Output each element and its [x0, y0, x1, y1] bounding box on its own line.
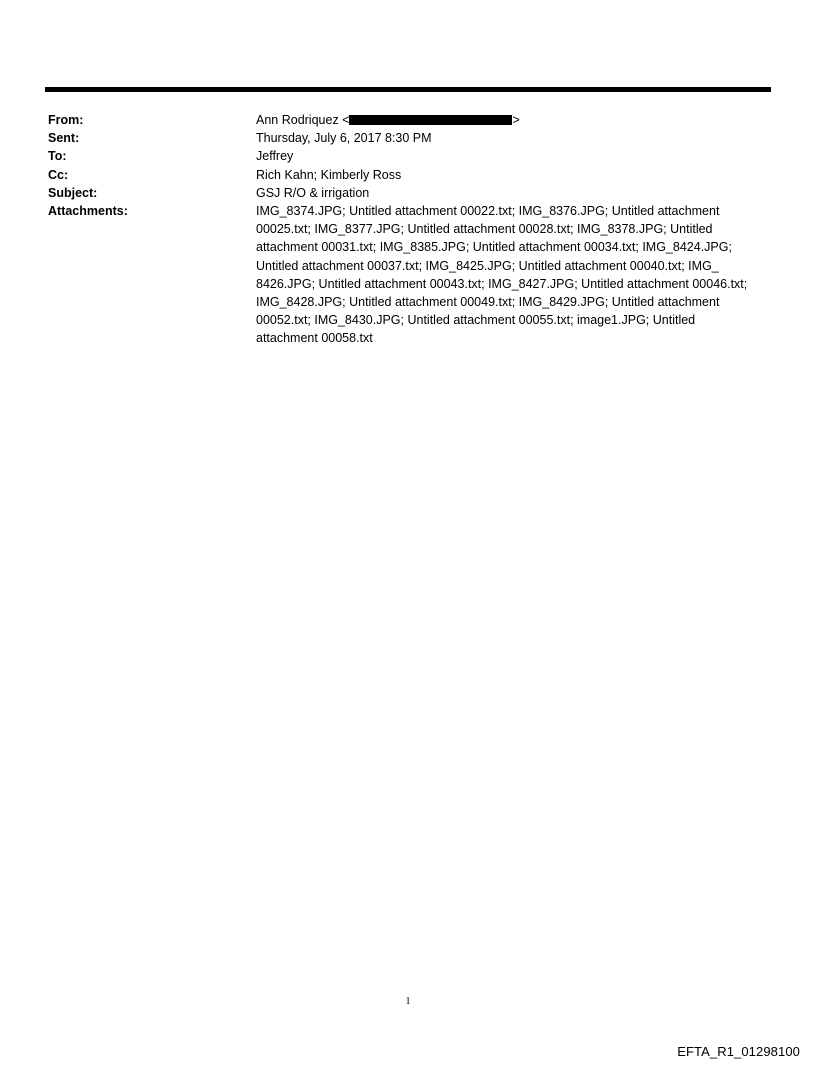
redaction-bar	[349, 115, 512, 125]
cc-value: Rich Kahn; Kimberly Ross	[256, 167, 402, 182]
attachments-list: IMG_8374.JPG; Untitled attachment 00022.txt; IMG_8376.JPG; Untitled attachment 00025.txt; IMG_8377.JPG; Untitled attachment 00028.txt; IMG_8378.JPG; Untitled attachment 00031.txt; IMG_8385.JPG; Untitled attachment 00034.txt; IMG_8424.JPG; Untitled attachment 00037.txt; IMG_8425.JPG; Untitled attachment 00040.txt; IMG_ 8426.JPG; Untitled attachment 00043.txt; IMG_8427.JPG; Untitled attachment 00046.txt; IMG_8428.JPG; Untitled attachment 00049.txt; IMG_8429.JPG; Untitled attachment 00052.txt; IMG_8430.JPG; Untitled attachment 00055.txt; image1.JPG; Untitled attachment 00058.txt	[256, 204, 748, 346]
to-value: Jeffrey	[256, 149, 294, 164]
subject-row	[48, 184, 748, 202]
email-header	[48, 111, 748, 348]
to-row	[48, 147, 748, 165]
to-label: To:	[48, 149, 67, 164]
sender-name: Ann Rodriquez <	[256, 113, 350, 127]
sent-row	[48, 129, 748, 147]
sender-email-close: >	[512, 113, 520, 127]
bates-number: EFTA_R1_01298100	[677, 1044, 800, 1059]
attachments-label: Attachments:	[48, 204, 128, 219]
cc-row	[48, 166, 748, 184]
subject-label: Subject:	[48, 185, 98, 200]
page-number: 1	[405, 996, 411, 1007]
from-value	[256, 111, 748, 129]
cc-label: Cc:	[48, 167, 69, 182]
header-divider	[45, 87, 771, 92]
from-label: From:	[48, 113, 84, 127]
attachments-row	[48, 202, 748, 348]
from-row	[48, 111, 748, 129]
subject-value: GSJ R/O & irrigation	[256, 185, 370, 200]
sent-label: Sent:	[48, 131, 80, 146]
sent-value: Thursday, July 6, 2017 8:30 PM	[256, 131, 432, 146]
